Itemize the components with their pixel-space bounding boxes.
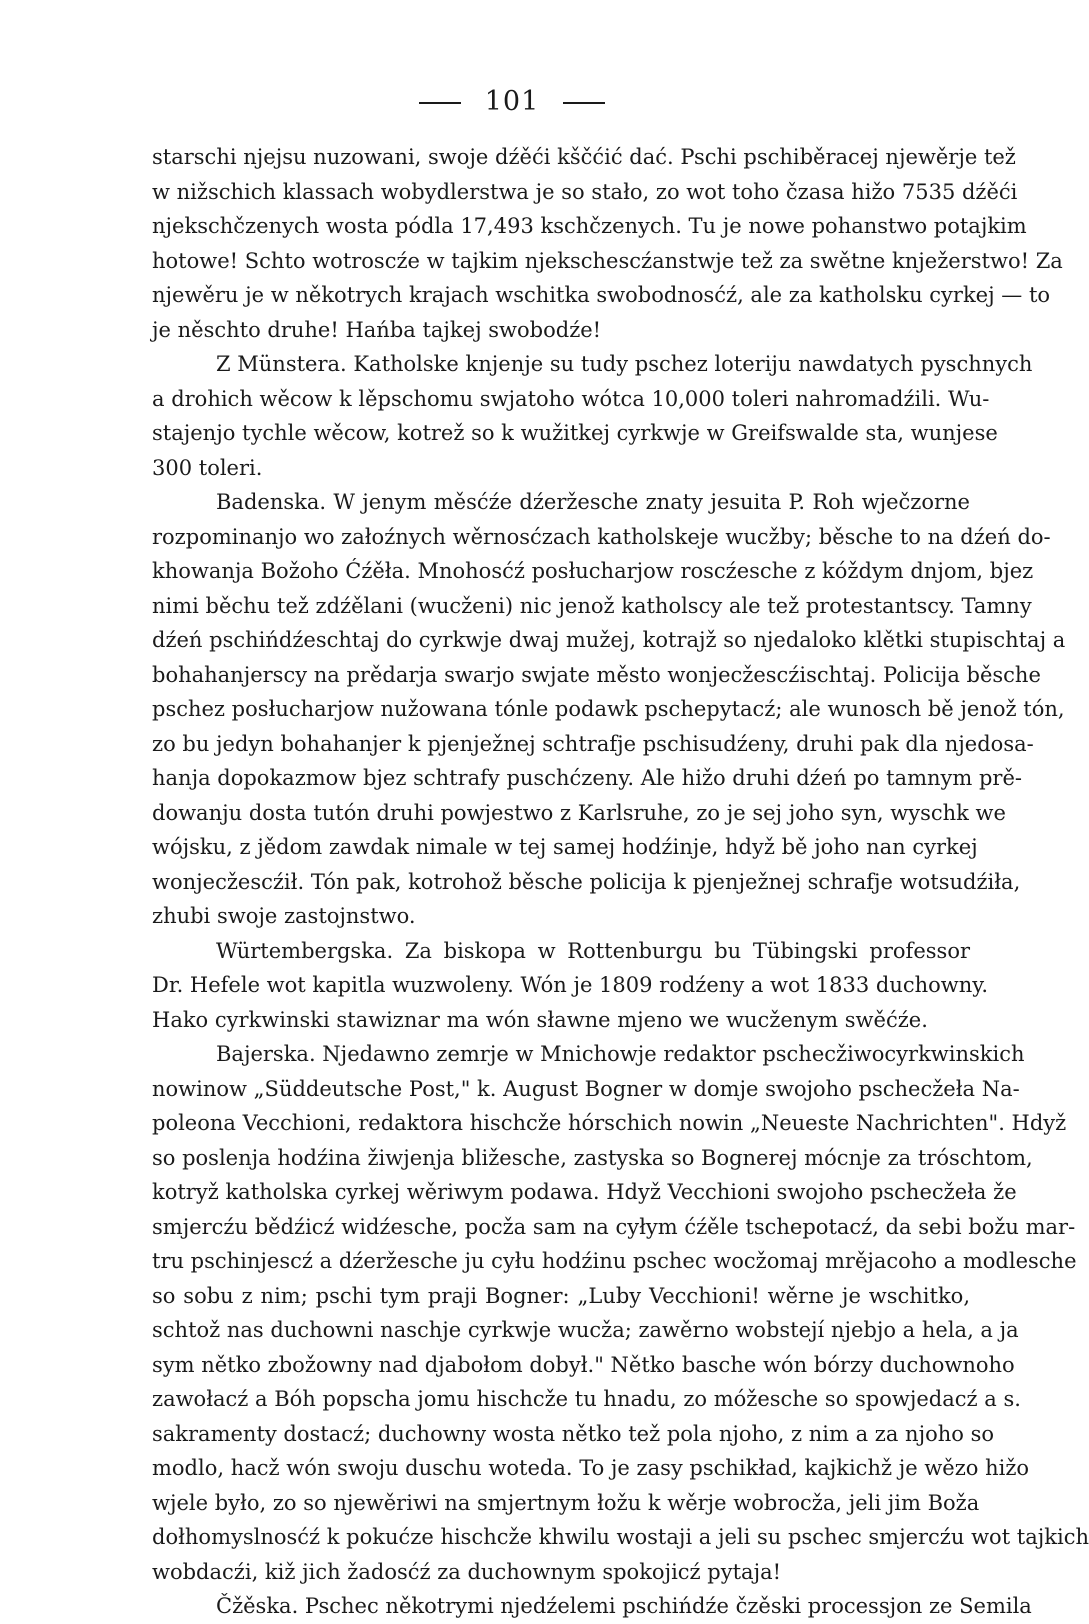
text-line: wjele było, zo so njewěriwi na smjertnym łožu k wěrje wobrocža, jeli jim Boža [152, 1490, 980, 1515]
text-line: khowanja Božoho Ćźěła. Mnohosćź posłucharjow roscźesche z kóždym dnjom, bjez [152, 559, 1034, 583]
text-line: bohahanjerscy na prědarja swarjo swjate město wonjecžescźischtaj. Policija běsche [152, 662, 1041, 687]
text-line: a drohich wěcow k lěpschomu swjatoho wótca 10,000 toleri nahromadźili. Wu- [152, 386, 990, 411]
text-line: modlo, hacž wón swoju duschu woteda. To je zasy pschikład, kajkichž je wězo hižo [152, 1456, 1030, 1480]
text-line: zawołacź a Bóh popscha jomu hischcže tu hnadu, zo móžesche so spowjedacź a s. [152, 1387, 1021, 1411]
page-number-dash-right [563, 102, 605, 104]
text-line: sym nětko zbožowny nad djabołom dobył." Nětko basche wón bórzy duchownoho [152, 1352, 1015, 1377]
text-line: sakramenty dostacź; duchowny wosta nětko tež pola njoho, z nim a za njoho so [152, 1421, 994, 1446]
body-text [152, 140, 1089, 1624]
text-line: Bajerska. Njedawno zemrje w Mnichowje redaktor pschecžiwocyrkwinskich [216, 1042, 1025, 1066]
text-line: w nižschich klassach wobydlerstwa je so stało, zo wot toho čzasa hižo 7535 dźěći [152, 179, 1018, 204]
text-line: poleona Vecchioni, redaktora hischcže hórschich nowin „Neueste Nachrichten". Hdyž [152, 1111, 1067, 1135]
page-number-dash-left [419, 102, 461, 104]
text-line: tru pschinjescź a dźeržesche ju cyłu hodźinu pschec wocžomaj mrějacoho a modlesche [152, 1249, 1077, 1273]
text-line: je něschto druhe! Hańba tajkej swobodźe! [152, 317, 602, 342]
text-line: rozpominanjo wo załoźnych wěrnosćzach katholskeje wucžby; běsche to na dźeń do- [152, 524, 1051, 549]
text-line: Dr. Hefele wot kapitla wuzwoleny. Wón je 1809 rodźeny a wot 1833 duchowny. [152, 973, 989, 997]
text-line: dołhomyslnosćź k pokućze hischcže khwilu wostaji a jeli su pschec smjercźu wot tajkich [152, 1525, 1089, 1549]
text-line: wonjecžescźił. Tón pak, kotrohož běsche policija k pjenježnej schrafje wotsudźiła, [152, 869, 1021, 894]
text-line: Würtembergska. Za biskopa w Rottenburgu bu Tübingski professor [216, 938, 970, 963]
text-line: hotowe! Schto wotroscźe w tajkim njekschescźanstwje tež za swětne knježerstwo! Za [152, 248, 1063, 273]
text-line: so sobu z nim; pschi tym praji Bogner: „Luby Vecchioni! wěrne je wschitko, [152, 1283, 970, 1308]
text-line: pschez posłucharjow nužowana tónle podawk pschepytacź; ale wunosch bě jenož tón, [152, 697, 1065, 721]
text-line: nimi běchu tež zdźělani (wucženi) nic jenož katholscy ale tež protestantscy. Tamny [152, 593, 1032, 618]
text-line: wójsku, z jědom zawdak nimale w tej samej hodźinje, hdyž bě joho nan cyrkej [152, 835, 978, 859]
text-line: 300 toleri. [152, 455, 263, 480]
text-line: Čžěska. Pschec někotrymi njedźelemi pschińdźe čzěski processjon ze Semila [216, 1594, 1032, 1618]
text-line: zo bu jedyn bohahanjer k pjenježnej schtrafje pschisudźeny, druhi pak dla njedosa- [152, 731, 1034, 756]
text-line: zhubi swoje zastojnstwo. [152, 904, 416, 928]
text-line: so poslenja hodźina žiwjenja bližesche, zastyska so Bognerej mócnje za tróschtom, [152, 1145, 1033, 1170]
text-line: njekschčzenych wosta pódla 17,493 kschčzenych. Tu je nowe pohanstwo potajkim [152, 214, 1027, 238]
text-line: wobdacźi, kiž jich žadosćź za duchownym spokojicź pytaja! [152, 1559, 782, 1584]
text-line: Hako cyrkwinski stawiznar ma wón sławne mjeno we wucženym swěćźe. [152, 1007, 928, 1032]
page-number [0, 86, 1024, 117]
text-line: stajenjo tychle wěcow, kotrež so k wužitkej cyrkwje w Greifswalde sta, wunjese [152, 421, 998, 445]
text-line: Z Münstera. Katholske knjenje su tudy pschez loteriju nawdatych pyschnych [216, 352, 1033, 376]
text-line: starschi njejsu nuzowani, swoje dźěći kščćić dać. Pschi pschiběracej njewěrje tež [152, 145, 1016, 169]
text-line: smjercźu bědźicź widźesche, pocža sam na cyłym ćźěle tschepotacź, da sebi božu mar- [152, 1214, 1076, 1239]
text-line: schtož nas duchowni naschje cyrkwje wucža; zawěrno wobstejí njebjo a hela, a ja [152, 1318, 1019, 1342]
text-line: nowinow „Süddeutsche Post," k. August Bogner w domje swojoho pschecžeła Na- [152, 1076, 1020, 1101]
text-line: hanja dopokazmow bjez schtrafy puschćzeny. Ale hižo druhi dźeń po tamnym prě- [152, 766, 1022, 790]
text-line: njewěru je w někotrych krajach wschitka swobodnosćź, ale za katholsku cyrkej — to [152, 283, 1051, 307]
text-line: dowanju dosta tutón druhi powjestwo z Karlsruhe, zo je sej joho syn, wyschk we [152, 800, 1006, 825]
page-number-value: 101 [484, 86, 540, 117]
text-line: kotryž katholska cyrkej wěriwym podawa. Hdyž Vecchioni swojoho pschecžeła že [152, 1180, 1017, 1204]
text-line: Badenska. W jenym měsćźe dźeržesche znaty jesuita P. Roh wječzorne [216, 490, 970, 514]
text-line: dźeń pschińdźeschtaj do cyrkwje dwaj mužej, kotrajž so njedaloko klětki stupischtaj a [152, 628, 1066, 652]
